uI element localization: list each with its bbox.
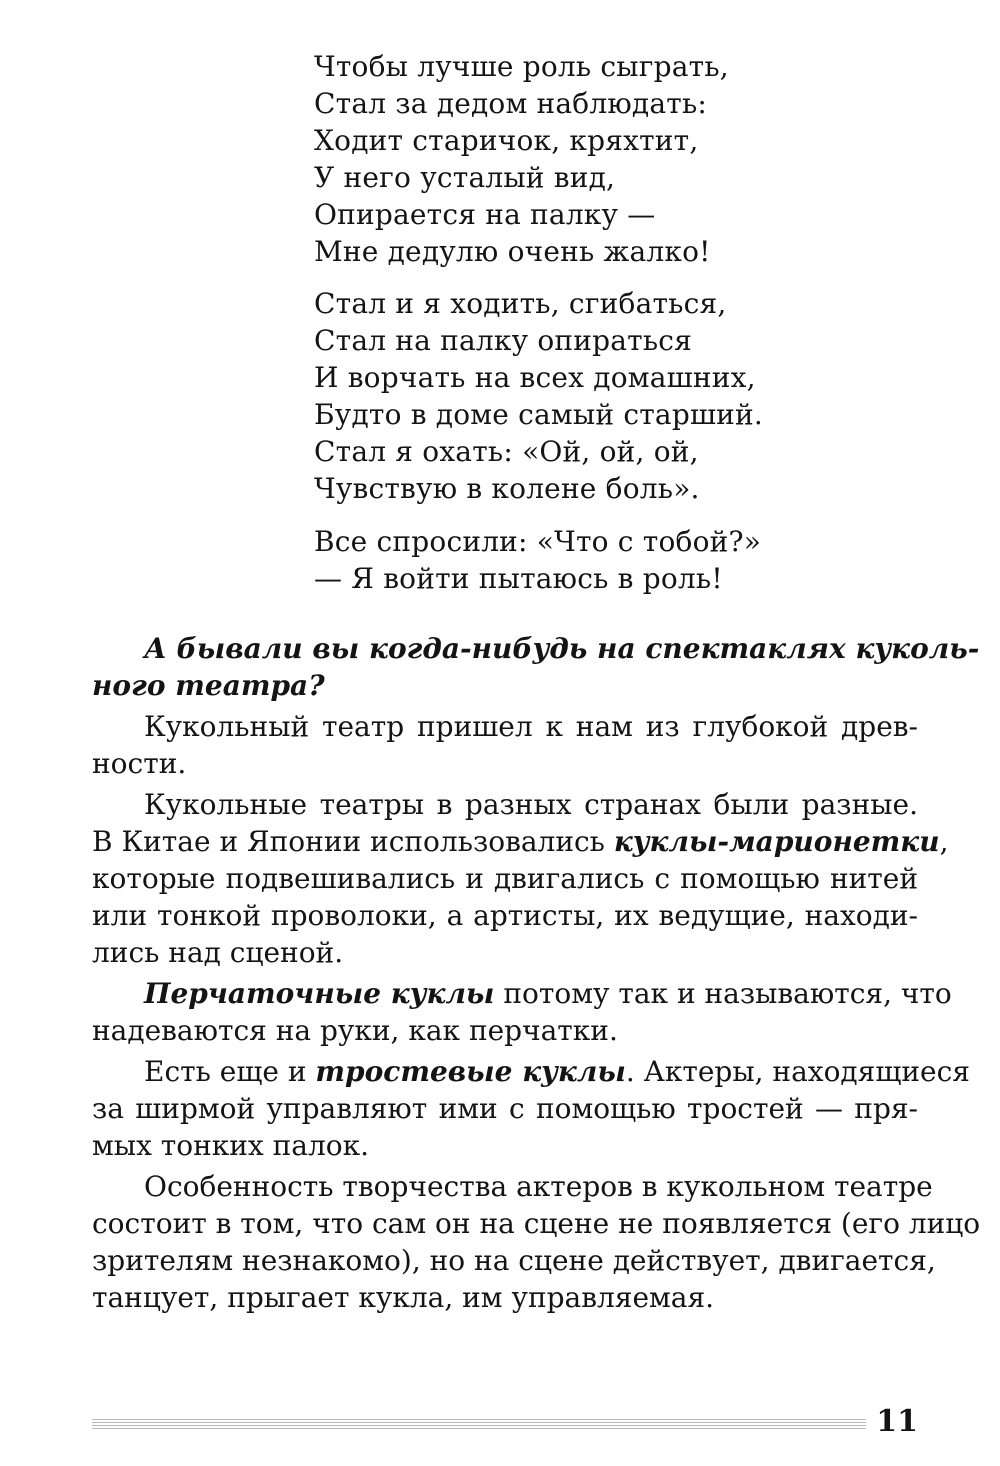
poem-line: Чувствую в колене боль». (314, 472, 700, 505)
poem-line: — Я войти пытаюсь в роль! (314, 562, 723, 595)
paragraph-line (92, 1053, 970, 1090)
text-run: , (939, 825, 949, 858)
poem-stanza-2 (314, 285, 954, 507)
poem-line: Все спросили: «Что с тобой?» (314, 525, 762, 558)
term-rod-puppets: тростевые куклы (315, 1055, 626, 1088)
poem-line: И ворчать на всех домашних, (314, 361, 756, 394)
poem-line: Опирается на палку — (314, 198, 656, 231)
paragraph-feature (92, 1168, 981, 1316)
paragraph-line: за ширмой управляют ими с помощью тростей — пря- (92, 1092, 918, 1125)
poem-line: Мне дедулю очень жалко! (314, 235, 711, 268)
paragraph-line: надеваются на руки, как перчатки. (92, 1014, 618, 1047)
poem-stanza-1 (314, 48, 954, 270)
paragraph-line (92, 823, 949, 860)
poem-line: Будто в доме самый старший. (314, 398, 763, 431)
paragraph-marionettes (92, 786, 949, 971)
paragraph-glove-puppets (92, 975, 952, 1049)
paragraph-line: которые подвешивались и двигались с помощью нитей (92, 862, 918, 895)
text-run: . Актеры, находящиеся (625, 1055, 970, 1088)
poem-line: Стал я охать: «Ой, ой, ой, (314, 435, 699, 468)
text-run: потому так и называются, что (494, 977, 952, 1010)
paragraph-line: мых тонких палок. (92, 1129, 370, 1162)
term-glove-puppets: Перчаточные куклы (144, 977, 495, 1010)
paragraph-line: Особенность творчества актеров в кукольном театре (144, 1170, 933, 1203)
poem-line: Чтобы лучше роль сыграть, (314, 50, 729, 83)
paragraph-line: зрителям незнакомо), но на сцене действует, двигается, (92, 1244, 936, 1277)
question-line: А бывали вы когда-нибудь на спектаклях куколь- (144, 632, 980, 665)
poem-line: У него усталый вид, (314, 161, 616, 194)
page-number: 11 (876, 1404, 918, 1439)
poem-stanza-3 (314, 523, 954, 597)
paragraph-line: лись над сценой. (92, 936, 344, 969)
paragraph-line: или тонкой проволоки, а артисты, их ведущие, находи- (92, 899, 918, 932)
question-paragraph (92, 630, 980, 704)
text-run: В Китае и Японии использовались (92, 825, 614, 858)
paragraph-line: состоит в том, что сам он на сцене не появляется (его лицо (92, 1207, 981, 1240)
footer-rule (92, 1419, 866, 1429)
poem-line: Стал за дедом наблюдать: (314, 87, 708, 120)
term-marionettes: куклы-марионетки (613, 825, 940, 858)
paragraph-line: ности. (92, 747, 187, 780)
paragraph-line: Кукольные театры в разных странах были разные. (144, 788, 918, 821)
prose-body (92, 630, 981, 1316)
poem-line: Стал на палку опираться (314, 324, 693, 357)
paragraph-line: Кукольный театр пришел к нам из глубокой древ- (144, 710, 918, 743)
paragraph-origin (92, 708, 918, 782)
paragraph-rod-puppets (92, 1053, 970, 1164)
poem-line: Ходит старичок, кряхтит, (314, 124, 699, 157)
paragraph-line (92, 975, 952, 1012)
text-run: Есть еще и (144, 1055, 316, 1088)
question-line: ного театра? (92, 669, 325, 702)
paragraph-line: танцует, прыгает кукла, им управляемая. (92, 1281, 715, 1314)
poem-line: Стал и я ходить, сгибаться, (314, 287, 727, 320)
